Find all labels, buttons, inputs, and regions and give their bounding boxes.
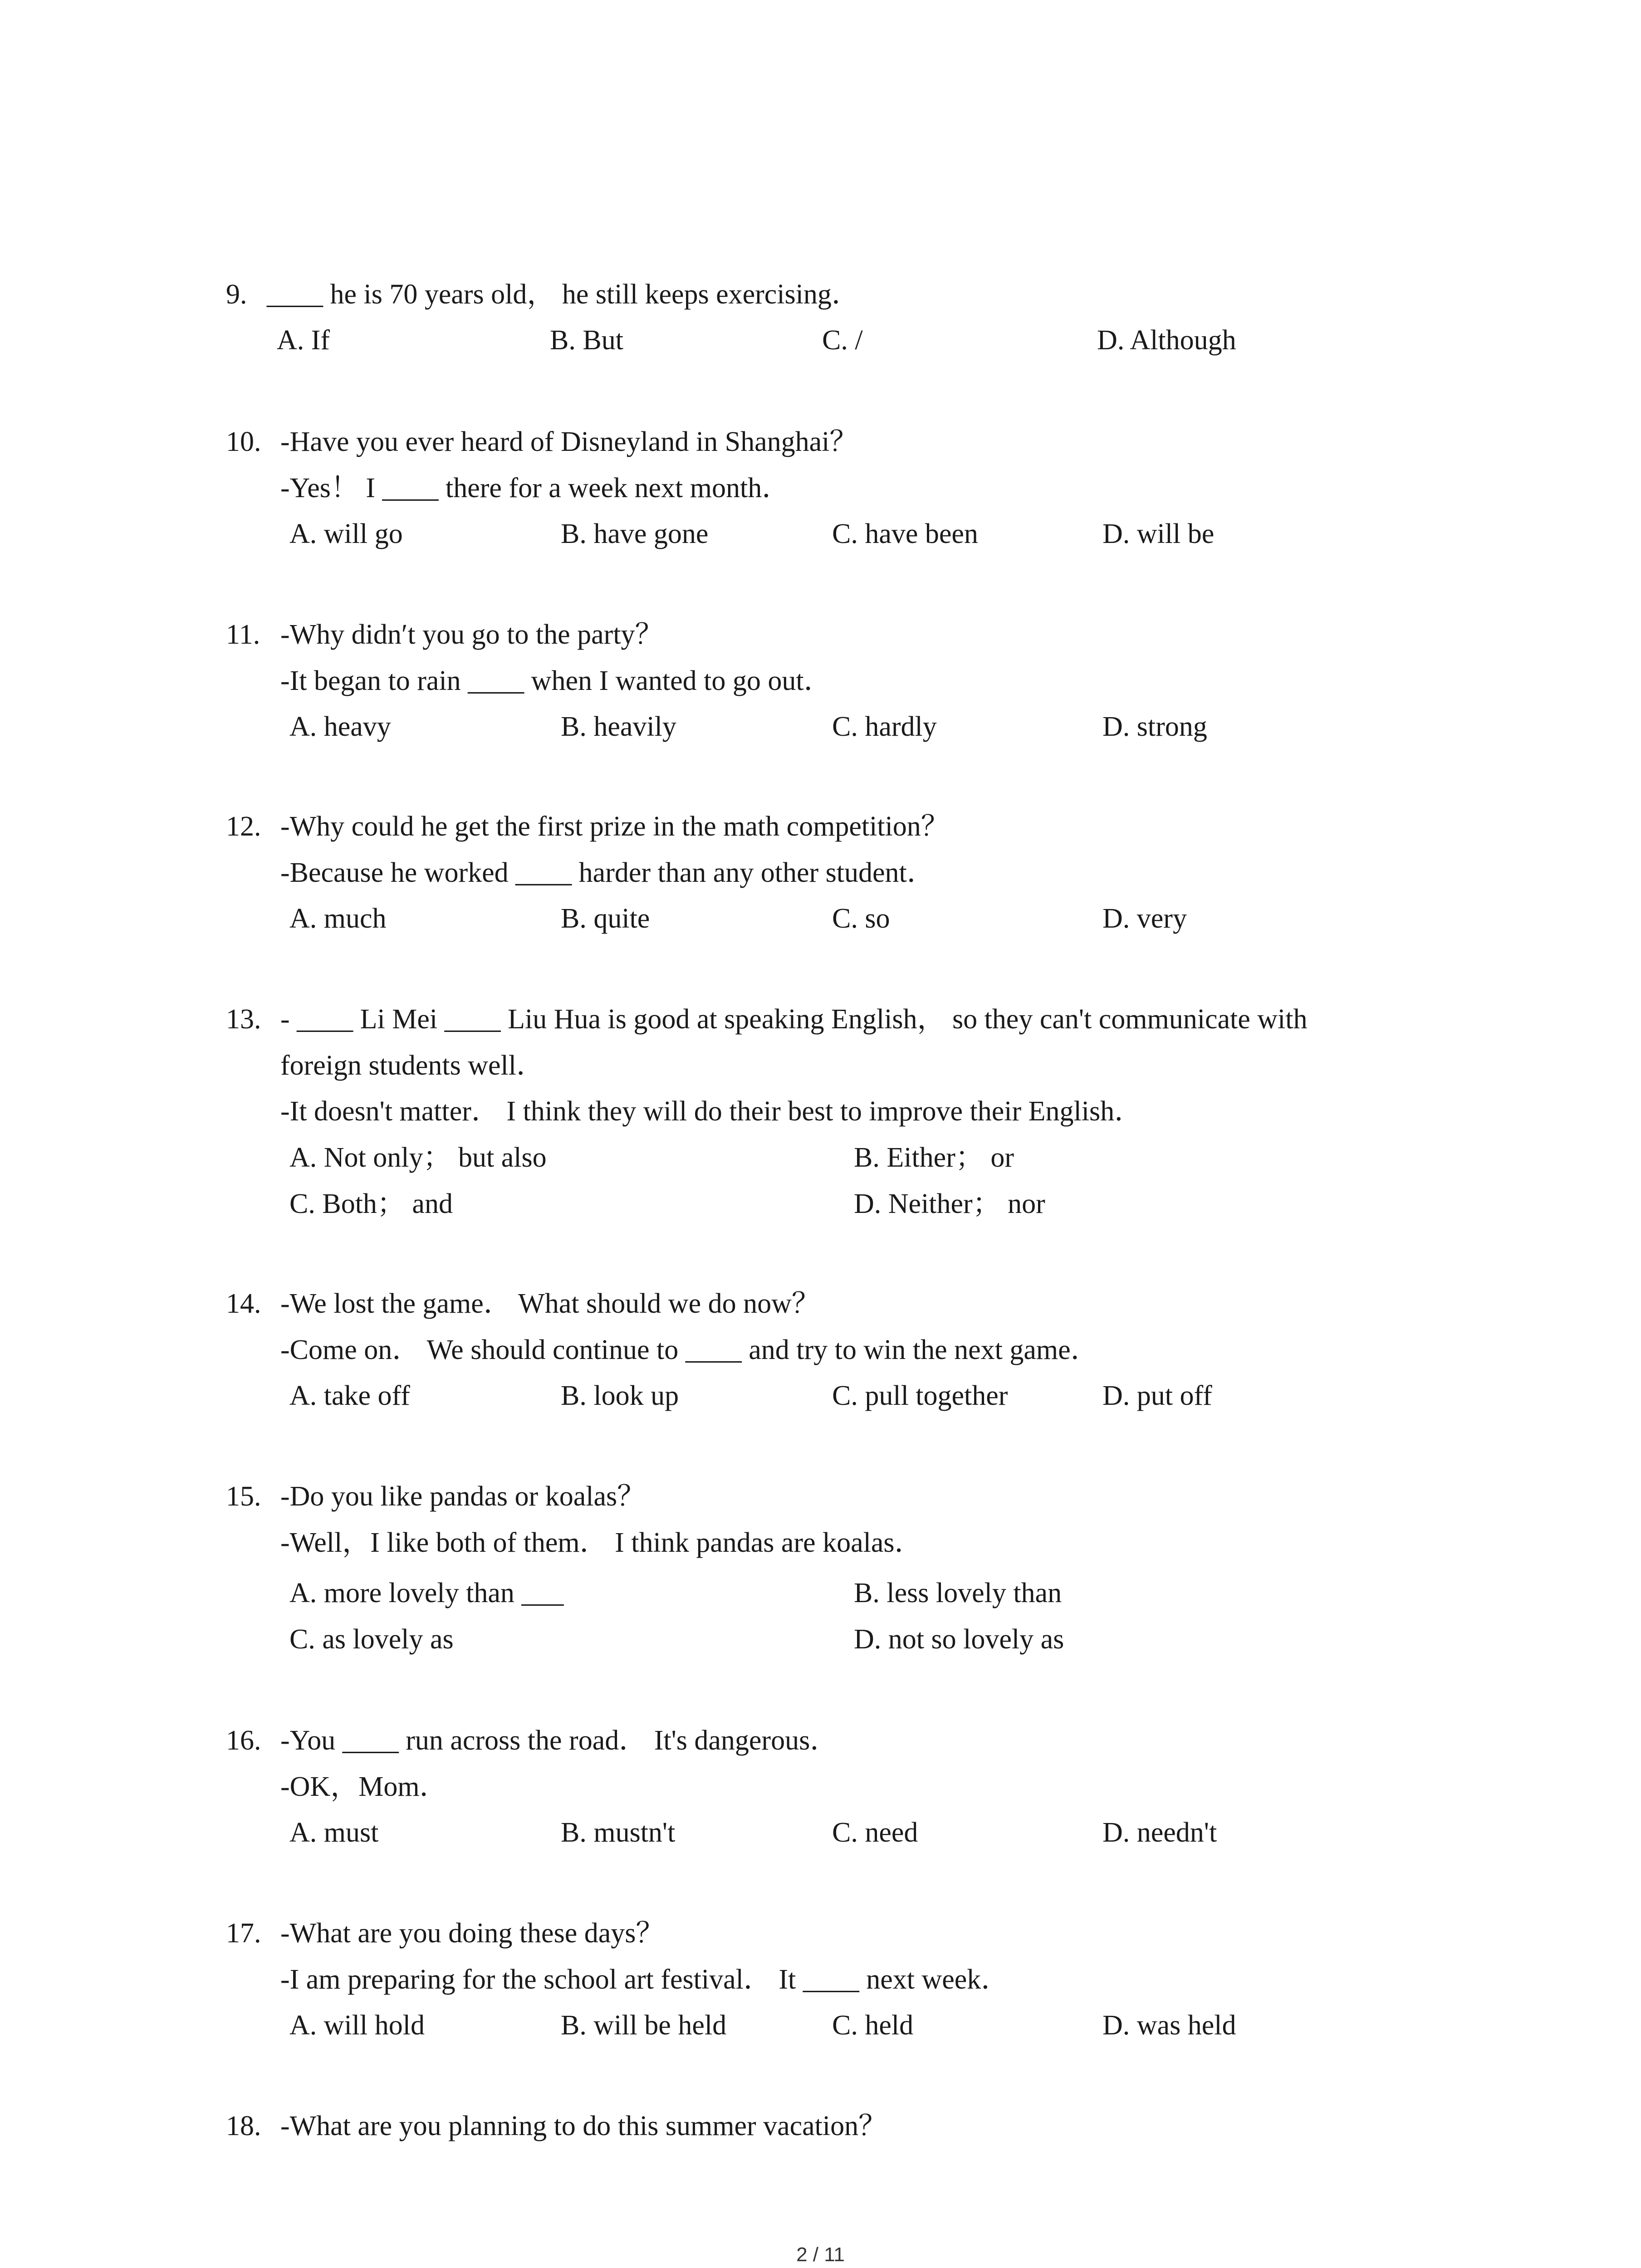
question-text: -Come on． We should continue to ____ and try to win the next game． — [280, 1334, 1099, 1365]
question-text: -What are you doing these days？ — [280, 1918, 664, 1949]
page-number: 2 / 11 — [796, 2244, 845, 2266]
option-d: D. Although — [1097, 325, 1236, 356]
option-d: D. very — [1102, 903, 1187, 934]
question-text: -Have you ever heard of Disneyland in Shanghai？ — [280, 426, 858, 457]
option-b: B. less lovely than — [854, 1578, 1062, 1608]
question-text: - ____ Li Mei ____ Liu Hua is good at speaking English， so they can't communicate with — [280, 1004, 1308, 1035]
question-text: -We lost the game． What should we do now？ — [280, 1288, 820, 1319]
option-a: A. take off — [289, 1380, 410, 1411]
option-c: C. need — [832, 1817, 918, 1848]
option-b: B. have gone — [561, 518, 709, 549]
question-number: 14. — [226, 1288, 261, 1319]
option-b: B. heavily — [561, 711, 676, 742]
question-number: 12. — [226, 811, 261, 842]
option-b: B. look up — [561, 1380, 679, 1411]
question-text: -Do you like pandas or koalas？ — [280, 1481, 646, 1512]
option-c: C. Both； and — [289, 1188, 453, 1219]
option-a: A. more lovely than ___ — [289, 1578, 564, 1608]
question-text: ____ he is 70 years old， he still keeps exercising． — [267, 279, 860, 310]
question-number: 11. — [226, 619, 260, 650]
option-c: C. hardly — [832, 711, 937, 742]
question-text: -OK，Mom． — [280, 1771, 448, 1802]
question-number: 13. — [226, 1004, 261, 1035]
option-b: B. quite — [561, 903, 650, 934]
option-c: C. pull together — [832, 1380, 1008, 1411]
question-number: 18. — [226, 2111, 261, 2141]
question-text: -You ____ run across the road． It's dangerous． — [280, 1725, 838, 1756]
option-c: C. have been — [832, 518, 978, 549]
option-a: A. much — [289, 903, 387, 934]
question-text: -Why could he get the first prize in the math competition？ — [280, 811, 949, 842]
question-text: -I am preparing for the school art festival． It ____ next week． — [280, 1964, 1009, 1995]
option-c: C. / — [822, 325, 863, 356]
question-text: -Why didn′t you go to the party？ — [280, 619, 663, 650]
option-a: A. will go — [289, 518, 403, 549]
option-d: D. strong — [1102, 711, 1207, 742]
option-c: C. held — [832, 2010, 914, 2041]
option-c: C. as lovely as — [289, 1624, 454, 1655]
question-number: 9. — [226, 279, 247, 310]
option-a: A. If — [277, 325, 330, 356]
option-c: C. so — [832, 903, 890, 934]
option-a: A. will hold — [289, 2010, 425, 2041]
option-d: D. put off — [1102, 1380, 1212, 1411]
question-text: -Yes！ I ____ there for a week next month． — [280, 473, 790, 503]
question-number: 16. — [226, 1725, 261, 1756]
option-d: D. was held — [1102, 2010, 1236, 2041]
option-b: B. will be held — [561, 2010, 727, 2041]
question-text: -It doesn't matter． I think they will do their best to improve their English． — [280, 1096, 1143, 1127]
option-d: D. will be — [1102, 518, 1215, 549]
question-text: -Well，I like both of them． I think pandas are koalas． — [280, 1527, 923, 1558]
option-d: D. Neither； nor — [854, 1188, 1045, 1219]
option-a: A. Not only； but also — [289, 1142, 547, 1173]
question-text: -What are you planning to do this summer vacation？ — [280, 2111, 887, 2141]
option-b: B. Either； or — [854, 1142, 1014, 1173]
question-text: foreign students well． — [280, 1050, 545, 1081]
option-a: A. heavy — [289, 711, 391, 742]
option-d: D. needn't — [1102, 1817, 1217, 1848]
option-b: B. But — [550, 325, 623, 356]
question-text: -It began to rain ____ when I wanted to go out． — [280, 665, 832, 696]
question-number: 15. — [226, 1481, 261, 1512]
question-text: -Because he worked ____ harder than any other student． — [280, 857, 935, 888]
question-number: 17. — [226, 1918, 261, 1949]
option-b: B. mustn't — [561, 1817, 676, 1848]
option-a: A. must — [289, 1817, 379, 1848]
question-number: 10. — [226, 426, 261, 457]
option-d: D. not so lovely as — [854, 1624, 1064, 1655]
